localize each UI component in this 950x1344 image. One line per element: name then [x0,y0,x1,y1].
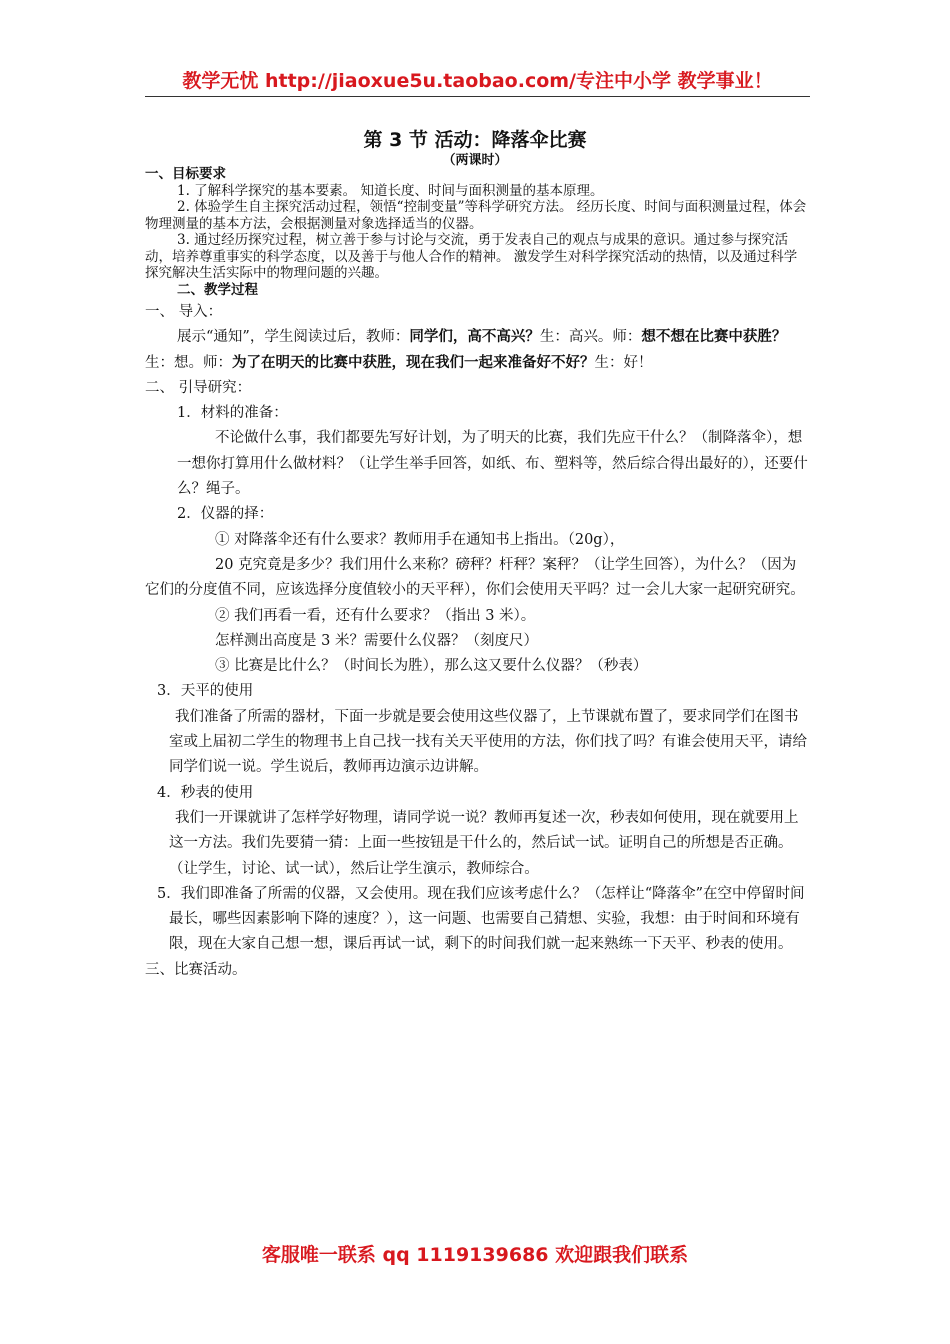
instruments-item-1: ① 对降落伞还有什么要求？教师用手在通知书上指出。（20g）， [215,531,625,548]
footer-contact: 客服唯一联系 qq 1119139686 欢迎跟我们联系 [261,1244,689,1266]
instruments-item-2: 20 克究竟是多少？我们用什么来称？磅秤？杆秤？案秤？（让学生回答），为什么？（因为它们的分度值不同，应该选择分度值较小的天平秤），你们会使用天平吗？过一会儿大家一起研究研究。 [145,556,805,599]
materials-heading: 1．材料的准备： [177,405,288,422]
page-title: 第 3 节 活动：降落伞比赛 [363,129,587,151]
intro-text-c: 生：高兴。师： [539,329,642,346]
instruments-item-5: ③ 比赛是比什么？（时间长为胜），那么这又要什么仪器？（秒表） [215,658,648,675]
materials-text: 不论做什么事，我们都要先写好计划，为了明天的比赛，我们先应干什么？（制降落伞），想一想你打算用什么做材料？（让学生举手回答，如纸、布、塑料等，然后综合得出最好的），还要什么？绳子。 [177,430,808,498]
goal-item-1: 1. 了解科学探究的基本要素。 知道长度、时间与面积测量的基本原理。 [177,182,604,199]
intro-text-b: 同学们，高不高兴？ [409,329,540,346]
header-rule [145,96,810,97]
balance-heading: 3．天平的使用 [157,683,254,700]
intro-text-d: 想不想在比赛中获胜？ [641,329,787,346]
intro-paragraph [145,325,810,376]
instruments-item-4: 怎样测出高度是 3 米？需要什么仪器？（刻度尺） [215,632,538,649]
goal-item-2: 2. 体验学生自主探究活动过程，领悟“控制变量”等科学研究方法。 经历长度、时间与面积测量过程，体会物理测量的基本方法，会根据测量对象选择适当的仪器。 [145,199,807,232]
goal-item-3: 3. 通过经历探究过程，树立善于参与讨论与交流，勇于发表自己的观点与成果的意识。通过参与探究活动，培养尊重事实的科学态度，以及善于与他人合作的精神。 激发学生对科学探究活动的热情，以及通过科学探究解决生活实际中的物理问题的兴趣。 [145,232,798,281]
header-banner: 教学无忧 http://jiaoxue5u.taobao.com/专注中小学 教学事业！ [182,70,773,92]
page-subtitle: （两课时） [442,153,508,168]
process-heading: 二、教学过程 [177,281,258,298]
section-process [145,300,810,983]
intro-text-f: 为了在明天的比赛中获胜，现在我们一起来准备好不好？ [232,354,595,371]
intro-heading: 一、 导入： [145,304,223,320]
contest-heading: 三、比赛活动。 [145,961,247,978]
stopwatch-text: 我们一开课就讲了怎样学好物理，请同学说一说？教师再复述一次，秒表如何使用，现在就要用上这一方法。我们先要猜一猜：上面一些按钮是干什么的，然后试一试。证明自己的所想是否正确。（让学生，讨论、试一试），然后让学生演示，教师综合。 [169,809,799,877]
balance-text: 我们准备了所需的器材，下面一步就是要会使用这些仪器了，上节课就布置了，要求同学们在图书室或上届初二学生的物理书上自己找一找有关天平使用的方法，你们找了吗？有谁会使用天平，请给同学们说一说。学生说后，教师再边演示边讲解。 [169,708,807,776]
instruments-item-3: ② 我们再看一看，还有什么要求？（指出 3 米）。 [215,607,536,624]
intro-text-e: 生：想。师： [145,354,232,371]
guide-heading: 二、 引导研究： [145,379,252,396]
intro-text-g: 生：好！ [594,354,653,371]
step-5-text: 5．我们即准备了所需的仪器，又会使用。现在我们应该考虑什么？（怎样让“降落伞”在空中停留时间最长，哪些因素影响下降的速度？），这一问题、也需要自己猜想、实验，我想：由于时间和环境有限，现在大家自己想一想，课后再试一试，剩下的时间我们就一起来熟练一下天平、秒表的使用。 [157,885,805,953]
goals-heading: 一、目标要求 [145,166,226,182]
intro-text-a: 展示“通知”，学生阅读过后，教师： [177,329,410,346]
section-goals [145,166,810,298]
instruments-heading: 2．仪器的择： [177,506,274,523]
stopwatch-heading: 4．秒表的使用 [157,784,254,801]
